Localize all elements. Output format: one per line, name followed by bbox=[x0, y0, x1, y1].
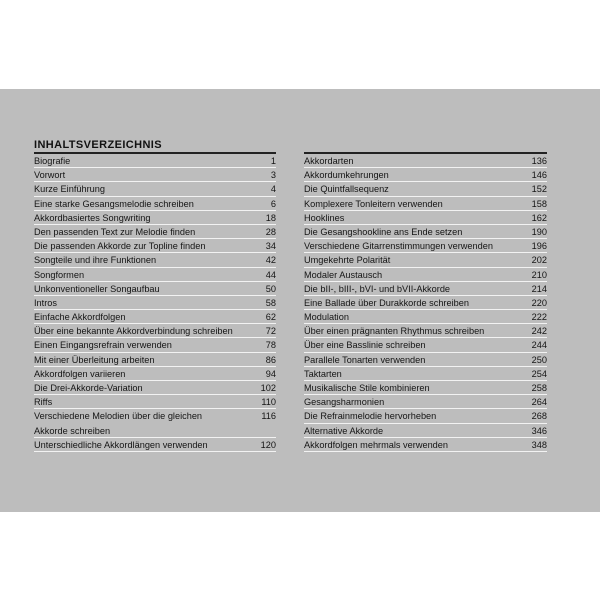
toc-entry-page: 4 bbox=[270, 184, 276, 195]
toc-entry-page: 136 bbox=[531, 156, 547, 166]
toc-entry bbox=[34, 197, 276, 211]
toc-entry bbox=[34, 182, 276, 196]
toc-entry bbox=[34, 296, 276, 310]
toc-entry bbox=[304, 168, 547, 182]
toc-entry bbox=[304, 310, 547, 324]
toc-entry-title: Über einen prägnanten Rhythmus schreiben bbox=[304, 326, 485, 337]
toc-entry-page: 34 bbox=[265, 241, 276, 252]
toc-entry-title: Akkorde schreiben bbox=[34, 425, 111, 436]
toc-entry bbox=[34, 225, 276, 239]
toc-entry-title: Unterschiedliche Akkordlängen verwenden bbox=[34, 439, 208, 450]
toc-entry bbox=[34, 324, 276, 338]
toc-entry-page: 28 bbox=[265, 226, 276, 237]
toc-entry-title: Den passenden Text zur Melodie finden bbox=[34, 226, 196, 237]
toc-entry bbox=[304, 296, 547, 310]
toc-entry bbox=[34, 338, 276, 352]
toc-entry-title: Alternative Akkorde bbox=[304, 425, 384, 436]
toc-entry bbox=[34, 353, 276, 367]
toc-page bbox=[0, 89, 600, 512]
toc-entry-page: 258 bbox=[531, 383, 547, 393]
toc-entry bbox=[34, 168, 276, 182]
toc-entry-page: 3 bbox=[270, 170, 276, 181]
toc-entry-page: 18 bbox=[265, 212, 276, 223]
toc-entry bbox=[304, 253, 547, 267]
toc-entry-title: Die passenden Akkorde zur Topline finden bbox=[34, 241, 206, 252]
toc-entry-page: 1 bbox=[270, 156, 276, 166]
toc-entry bbox=[34, 367, 276, 381]
toc-entry-page: 264 bbox=[531, 397, 547, 408]
toc-entry-page: 222 bbox=[531, 312, 547, 323]
toc-entry bbox=[304, 154, 547, 168]
toc-entry bbox=[34, 424, 276, 438]
toc-entry bbox=[304, 395, 547, 409]
toc-entry-title: Umgekehrte Polarität bbox=[304, 255, 391, 266]
toc-entry-page: 116 bbox=[261, 411, 276, 422]
toc-entry-page: 50 bbox=[265, 283, 276, 294]
toc-entry bbox=[34, 239, 276, 253]
toc-entry-title: Einen Eingangsrefrain verwenden bbox=[34, 340, 172, 351]
toc-entry-title: Komplexere Tonleitern verwenden bbox=[304, 198, 443, 209]
toc-entry bbox=[304, 239, 547, 253]
toc-entry bbox=[304, 424, 547, 438]
toc-entry-page: 214 bbox=[531, 283, 547, 294]
toc-entry-page: 58 bbox=[265, 297, 276, 308]
toc-entry bbox=[34, 211, 276, 225]
toc-entry-title: Taktarten bbox=[304, 368, 342, 379]
toc-entry-title: Über eine bekannte Akkordverbindung schreiben bbox=[34, 326, 233, 337]
toc-column-left bbox=[34, 152, 276, 452]
toc-entry-page: 44 bbox=[265, 269, 276, 280]
toc-entry-page: 202 bbox=[531, 255, 547, 266]
toc-entry bbox=[304, 225, 547, 239]
toc-entry bbox=[304, 438, 547, 452]
toc-entry bbox=[304, 353, 547, 367]
toc-entry-title: Einfache Akkordfolgen bbox=[34, 312, 126, 323]
toc-entry-title: Mit einer Überleitung arbeiten bbox=[34, 354, 155, 365]
toc-entry bbox=[34, 282, 276, 296]
toc-entry-title: Kurze Einführung bbox=[34, 184, 105, 195]
toc-entry bbox=[304, 282, 547, 296]
toc-entry-page: 110 bbox=[261, 397, 276, 408]
toc-entry-title: Unkonventioneller Songaufbau bbox=[34, 283, 160, 294]
toc-entry-title: Verschiedene Melodien über die gleichen bbox=[34, 411, 203, 422]
toc-entry-title: Verschiedene Gitarrenstimmungen verwenden bbox=[304, 241, 493, 252]
toc-entry-title: Die Quintfallsequenz bbox=[304, 184, 389, 195]
toc-entry-title: Eine starke Gesangsmelodie schreiben bbox=[34, 198, 194, 209]
toc-entry-page: 6 bbox=[270, 198, 276, 209]
toc-entry-title: Vorwort bbox=[34, 170, 66, 181]
toc-entry-title: Akkordumkehrungen bbox=[304, 170, 389, 181]
toc-entry bbox=[304, 409, 547, 423]
toc-entry-title: Die Refrainmelodie hervorheben bbox=[304, 411, 437, 422]
toc-entry-page: 72 bbox=[265, 326, 276, 337]
toc-entry-page: 250 bbox=[531, 354, 547, 365]
toc-entry-page: 268 bbox=[531, 411, 547, 422]
toc-entry-page: 86 bbox=[265, 354, 276, 365]
toc-entry-title: Riffs bbox=[34, 397, 53, 408]
toc-entry-title: Biografie bbox=[34, 156, 71, 166]
page-title: INHALTSVERZEICHNIS bbox=[34, 139, 163, 151]
toc-entry-page: 102 bbox=[260, 383, 276, 393]
toc-entry-title: Hooklines bbox=[304, 212, 345, 223]
toc-entry-page: 62 bbox=[265, 312, 276, 323]
toc-column-right bbox=[304, 152, 547, 452]
toc-entry-title: Eine Ballade über Durakkorde schreiben bbox=[304, 297, 469, 308]
toc-entry bbox=[304, 338, 547, 352]
toc-entry-page: 196 bbox=[531, 241, 547, 252]
toc-entry bbox=[34, 395, 276, 409]
toc-entry-title: Akkordbasiertes Songwriting bbox=[34, 212, 151, 223]
toc-entry-page: 244 bbox=[531, 340, 547, 351]
toc-entry-title: Über eine Basslinie schreiben bbox=[304, 340, 426, 351]
toc-entry bbox=[304, 211, 547, 225]
toc-entry bbox=[304, 268, 547, 282]
toc-entry bbox=[34, 268, 276, 282]
toc-entry-title: Parallele Tonarten verwenden bbox=[304, 354, 426, 365]
toc-entry-title: Musikalische Stile kombinieren bbox=[304, 383, 430, 393]
toc-entry bbox=[34, 310, 276, 324]
toc-entry-page: 190 bbox=[531, 226, 547, 237]
toc-entry-page: 254 bbox=[531, 368, 547, 379]
toc-entry-page: 78 bbox=[265, 340, 276, 351]
toc-entry-title: Songformen bbox=[34, 269, 85, 280]
toc-entry bbox=[34, 409, 276, 423]
toc-entry-page: 158 bbox=[531, 198, 547, 209]
toc-entry-page: 348 bbox=[531, 439, 547, 450]
toc-entry-title: Die bII-, bIII-, bVI- und bVII-Akkorde bbox=[304, 283, 451, 294]
toc-entry-page: 242 bbox=[531, 326, 547, 337]
toc-entry-page: 152 bbox=[531, 184, 547, 195]
toc-entry-title: Akkordarten bbox=[304, 156, 354, 166]
toc-entry-title: Songteile und ihre Funktionen bbox=[34, 255, 157, 266]
toc-entry bbox=[34, 253, 276, 267]
toc-entry-page: 346 bbox=[531, 425, 547, 436]
toc-entry-page: 162 bbox=[531, 212, 547, 223]
toc-entry bbox=[34, 154, 276, 168]
toc-entry bbox=[304, 324, 547, 338]
toc-entry-title: Akkordfolgen mehrmals verwenden bbox=[304, 439, 449, 450]
toc-entry-title: Modulation bbox=[304, 312, 349, 323]
toc-entry bbox=[304, 381, 547, 395]
toc-entry-page: 220 bbox=[531, 297, 547, 308]
toc-entry bbox=[34, 381, 276, 395]
toc-entry-page: 42 bbox=[265, 255, 276, 266]
toc-entry-title: Gesangsharmonien bbox=[304, 397, 385, 408]
toc-entry-page: 146 bbox=[531, 170, 547, 181]
toc-entry-title: Die Gesangshookline ans Ende setzen bbox=[304, 226, 463, 237]
toc-entry bbox=[34, 438, 276, 452]
toc-entry bbox=[304, 182, 547, 196]
toc-entry bbox=[304, 367, 547, 381]
toc-entry-page: 94 bbox=[265, 368, 276, 379]
toc-entry bbox=[304, 197, 547, 211]
toc-entry-page: 120 bbox=[260, 439, 276, 450]
toc-entry-title: Intros bbox=[34, 297, 57, 308]
toc-entry-title: Die Drei-Akkorde-Variation bbox=[34, 383, 143, 393]
toc-entry-page: 210 bbox=[531, 269, 547, 280]
toc-entry-title: Modaler Austausch bbox=[304, 269, 383, 280]
toc-entry-title: Akkordfolgen variieren bbox=[34, 368, 126, 379]
